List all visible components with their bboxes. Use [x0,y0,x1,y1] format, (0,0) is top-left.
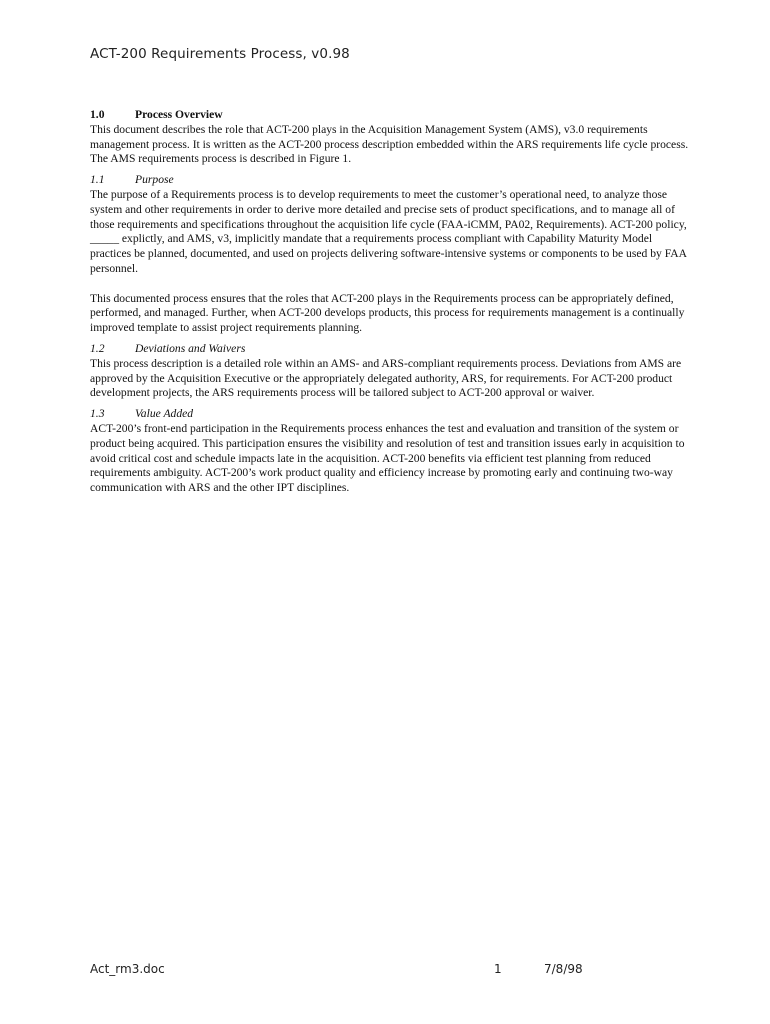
value-added-paragraph: ACT-200’s front-end participation in the Requirements process enhances the test and evaluation and transition of the system or product being acquired. This participation ensures the visibility and resolution of test and transition issues early in acquisition to avoid critical cost and schedule impacts late in the acquisition. ACT-200 benefits via efficient test planning from reduced requirements ambiguity. ACT-200’s work product quality and efficiency increase by promoting early and continuing two-way communication with ARS and the other IPT disciplines. [90,421,685,495]
footer-date: 7/8/98 [544,962,583,976]
section-heading-deviations [90,342,690,357]
section-title: Deviations and Waivers [135,341,246,355]
deviations-paragraph: This process description is a detailed role within an AMS- and ARS-compliant requirements process. Deviations from AMS are approved by the Acquisition Executive or the appropriately delegated authority, ARS, for requirements. For ACT-200 product development projects, the ARS requirements process will be tailored subject to ACT-200 approval or waiver. [90,356,682,400]
section-number: 1.3 [90,407,105,421]
section-number: 1.0 [90,108,105,121]
document-body [90,108,690,496]
section-number: 1.1 [90,173,105,187]
section-title: Process Overview [135,108,223,121]
footer-page-number: 1 [494,962,502,976]
section-heading-overview [90,108,690,123]
purpose-paragraph-1: The purpose of a Requirements process is to develop requirements to meet the customer’s operational need, to analyze those system and other requirements in order to derive more detailed and precise sets of product specifications, and to manage all of those requirements and specifications throughout the acquisition life cycle (FAA-iCMM, PA02, Requirements). ACT-200 policy, _____ explictly, and AMS, v3, implicitly mandate that a requirements process compliant with Capability Maturity Model practices be planned, documented, and used on projects delivering software-intensive systems or components to be used by FAA personnel. [90,187,687,275]
section-title: Purpose [135,173,174,187]
page-header-title: ACT-200 Requirements Process, v0.98 [90,46,350,62]
overview-paragraph: This document describes the role that ACT-200 plays in the Acquisition Management System (AMS), v3.0 requirements management process. It is written as the ACT-200 process description embedded within the ARS requirements life cycle process. The AMS requirements process is described in Figure 1. [90,122,689,166]
section-number: 1.2 [90,341,105,355]
footer-filename: Act_rm3.doc [90,962,165,976]
purpose-paragraph-2: This documented process ensures that the roles that ACT-200 plays in the Requirements process can be appropriately defined, performed, and managed. Further, when ACT-200 develops products, this process for requirements management is a continually improved template to assist project requirements planning. [90,291,685,335]
section-heading-purpose [90,173,690,188]
section-title: Value Added [135,407,194,421]
section-heading-value-added [90,407,690,422]
